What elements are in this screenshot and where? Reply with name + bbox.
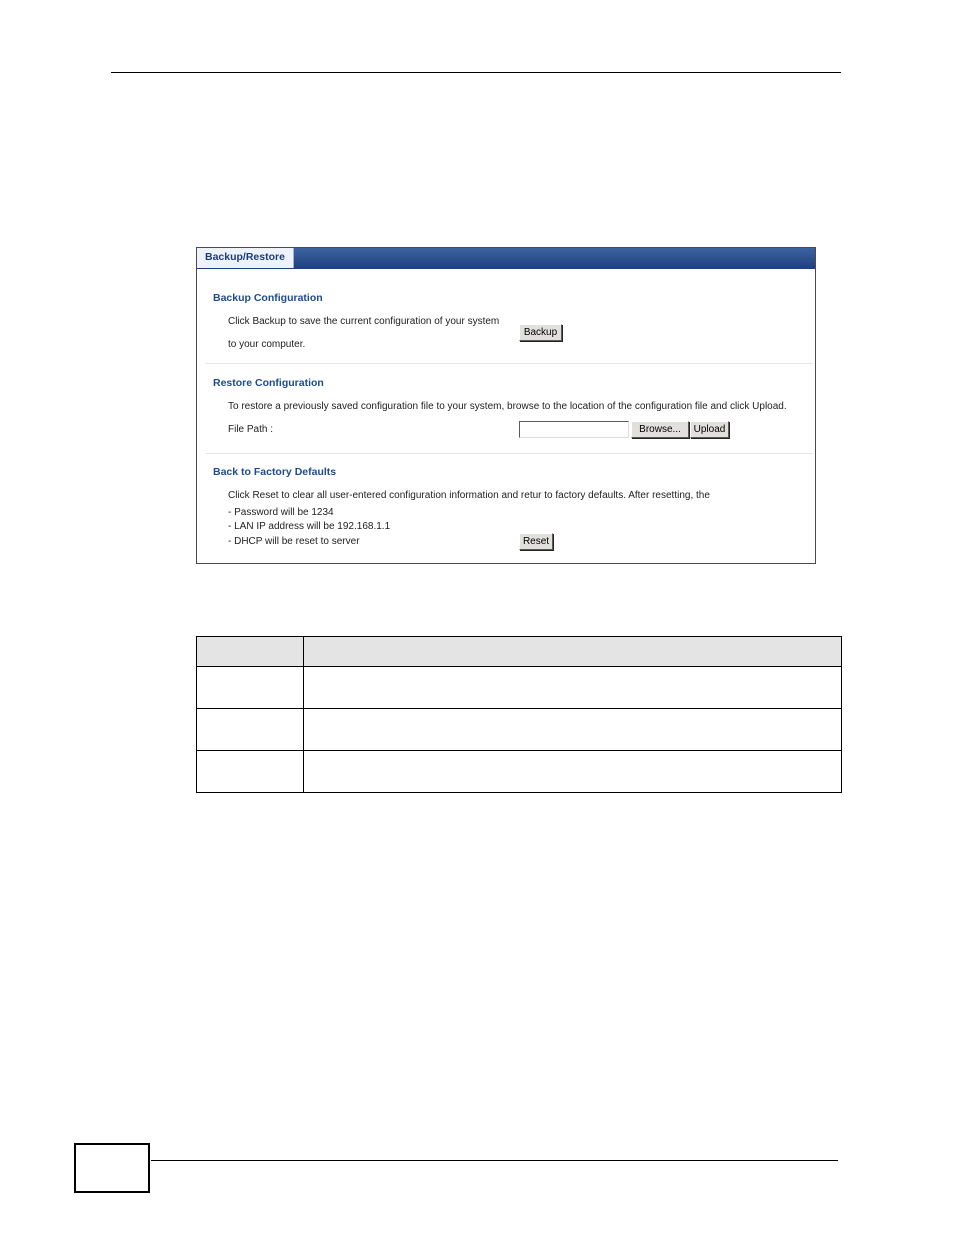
table-header-row — [197, 637, 842, 667]
table-header-cell — [304, 637, 842, 667]
table-cell — [197, 667, 304, 709]
factory-bullet-password: - Password will be 1234 — [228, 507, 334, 518]
footer-rule — [151, 1160, 838, 1161]
tab-backup-restore[interactable]: Backup/Restore — [197, 248, 294, 268]
factory-defaults-title: Back to Factory Defaults — [213, 466, 337, 478]
factory-description: Click Reset to clear all user-entered configuration information and retur to factory defaults. After resetting, the — [228, 490, 710, 501]
section-divider — [205, 363, 813, 364]
table-row — [197, 709, 842, 751]
table-row — [197, 751, 842, 793]
browse-button[interactable]: Browse... — [631, 421, 689, 438]
page-number-box — [74, 1143, 150, 1193]
file-path-label: File Path : — [228, 424, 274, 435]
restore-configuration-title: Restore Configuration — [213, 377, 324, 389]
backup-description-line1: Click Backup to save the current configuration of your system — [228, 316, 500, 327]
restore-description: To restore a previously saved configuration file to your system, browse to the location of the configuration file and click Upload. — [228, 401, 787, 412]
table-header-cell — [197, 637, 304, 667]
backup-description-line2: to your computer. — [228, 339, 306, 350]
upload-button[interactable]: Upload — [690, 421, 729, 438]
file-path-input[interactable] — [519, 421, 629, 438]
backup-restore-panel — [196, 247, 816, 564]
reset-button[interactable]: Reset — [519, 533, 553, 550]
factory-bullet-dhcp: - DHCP will be reset to server — [228, 536, 360, 547]
table-cell — [304, 709, 842, 751]
description-table — [196, 636, 842, 793]
table-cell — [197, 709, 304, 751]
backup-configuration-title: Backup Configuration — [213, 292, 323, 304]
factory-bullet-lan-ip: - LAN IP address will be 192.168.1.1 — [228, 521, 391, 532]
table-cell — [304, 667, 842, 709]
table-cell — [304, 751, 842, 793]
section-divider — [205, 453, 813, 454]
backup-button[interactable]: Backup — [519, 324, 562, 341]
tab-bar — [197, 248, 815, 269]
header-rule — [111, 72, 841, 73]
table-cell — [197, 751, 304, 793]
table-row — [197, 667, 842, 709]
